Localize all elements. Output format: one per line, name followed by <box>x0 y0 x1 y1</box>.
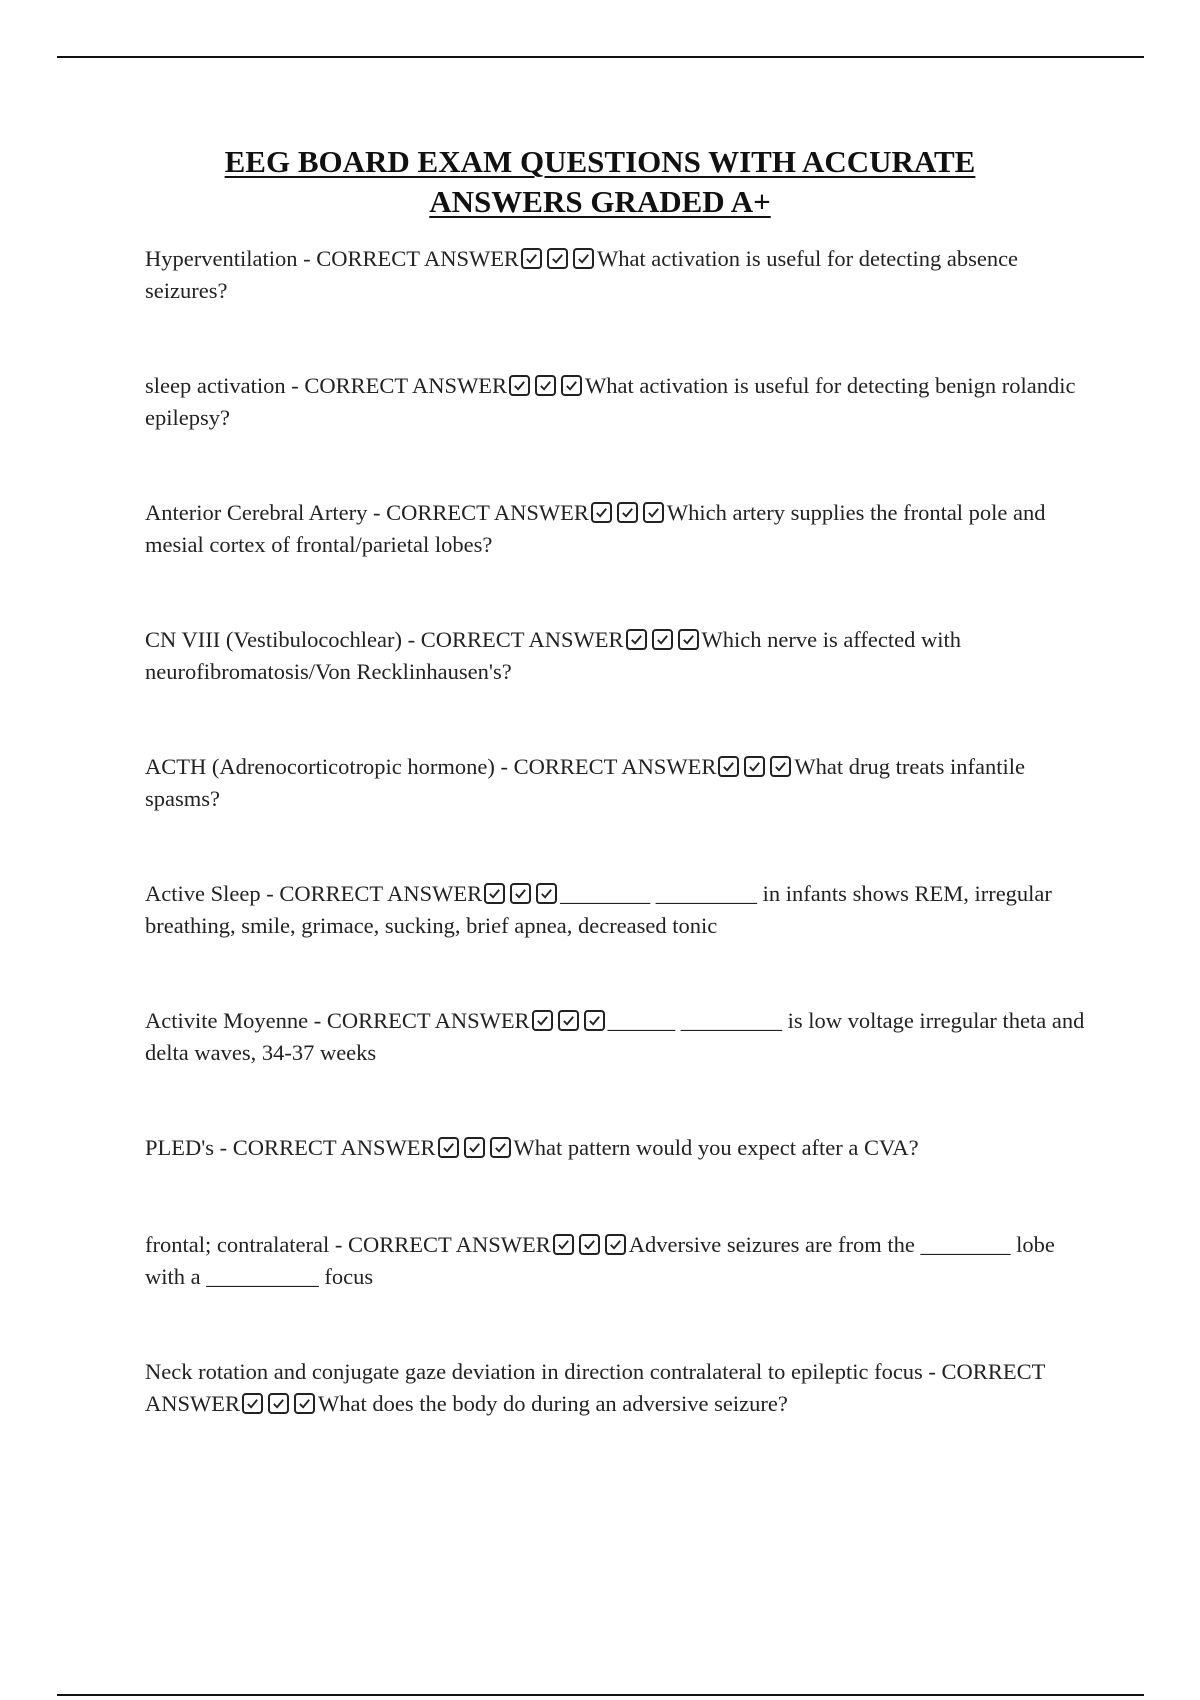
checkbox-checked-icon <box>510 883 531 904</box>
qa-item <box>145 1356 1085 1483</box>
checkbox-checked-icon <box>643 502 664 523</box>
answer-text: ACTH (Adrenocorticotropic hormone) - CORRECT ANSWER <box>145 754 717 779</box>
checkbox-checked-icon <box>678 629 699 650</box>
question-text: Which nerve is affected with neurofibromatosis/Von Recklinhausen's? <box>145 627 961 684</box>
answer-text: frontal; contralateral - CORRECT ANSWER <box>145 1232 551 1257</box>
checkbox-checked-icon <box>484 883 505 904</box>
checkbox-checked-icon <box>558 1010 579 1031</box>
question-text: Adversive seizures are from the ________ lobe with a __________ focus <box>145 1232 1055 1289</box>
checkbox-checked-icon <box>617 502 638 523</box>
qa-item <box>145 878 1085 1005</box>
checkbox-checked-icon <box>509 375 530 396</box>
answer-text: Anterior Cerebral Artery - CORRECT ANSWER <box>145 500 589 525</box>
checkbox-checked-icon <box>573 248 594 269</box>
checkbox-checked-icon <box>626 629 647 650</box>
qa-item <box>145 1132 1085 1229</box>
qa-item <box>145 1229 1085 1356</box>
checkbox-checked-icon <box>547 248 568 269</box>
checkbox-checked-icon <box>536 883 557 904</box>
checkbox-checked-icon <box>584 1010 605 1031</box>
checkbox-checked-icon <box>744 756 765 777</box>
checkbox-checked-icon <box>770 756 791 777</box>
qa-item <box>145 497 1085 624</box>
checkbox-checked-icon <box>294 1393 315 1414</box>
question-text: What activation is useful for detecting benign rolandic epilepsy? <box>145 373 1076 430</box>
question-text: What does the body do during an adversive seizure? <box>318 1391 788 1416</box>
qa-item <box>145 1005 1085 1132</box>
question-text: What drug treats infantile spasms? <box>145 754 1025 811</box>
answer-text: Neck rotation and conjugate gaze deviation in direction contralateral to epileptic focus - CORRECT ANSWER <box>145 1359 1045 1416</box>
title-line-1: EEG BOARD EXAM QUESTIONS WITH ACCURATE <box>224 144 976 179</box>
checkbox-checked-icon <box>535 375 556 396</box>
checkbox-checked-icon <box>532 1010 553 1031</box>
qa-item <box>145 624 1085 751</box>
qa-item <box>145 370 1085 497</box>
bottom-rule <box>57 1694 1144 1696</box>
answer-text: sleep activation - CORRECT ANSWER <box>145 373 508 398</box>
answer-text: PLED's - CORRECT ANSWER <box>145 1135 436 1160</box>
checkbox-checked-icon <box>718 756 739 777</box>
question-text: ________ _________ in infants shows REM, irregular breathing, smile, grimace, sucking, brief apnea, decreased tonic <box>145 881 1052 938</box>
qa-list <box>145 243 1085 1483</box>
question-text: ______ _________ is low voltage irregular theta and delta waves, 34-37 weeks <box>145 1008 1085 1065</box>
checkbox-checked-icon <box>521 248 542 269</box>
answer-text: Active Sleep - CORRECT ANSWER <box>145 881 483 906</box>
checkbox-checked-icon <box>464 1137 485 1158</box>
checkbox-checked-icon <box>242 1393 263 1414</box>
answer-text: Activite Moyenne - CORRECT ANSWER <box>145 1008 530 1033</box>
checkbox-checked-icon <box>438 1137 459 1158</box>
question-text: What pattern would you expect after a CVA? <box>513 1135 919 1160</box>
checkbox-checked-icon <box>561 375 582 396</box>
top-rule <box>57 56 1144 58</box>
checkbox-checked-icon <box>652 629 673 650</box>
qa-item <box>145 751 1085 878</box>
checkbox-checked-icon <box>268 1393 289 1414</box>
question-text: What activation is useful for detecting absence seizures? <box>145 246 1019 303</box>
document-title <box>0 142 1200 222</box>
qa-item <box>145 243 1085 370</box>
checkbox-checked-icon <box>553 1234 574 1255</box>
answer-text: CN VIII (Vestibulocochlear) - CORRECT ANSWER <box>145 627 624 652</box>
checkbox-checked-icon <box>591 502 612 523</box>
checkbox-checked-icon <box>605 1234 626 1255</box>
answer-text: Hyperventilation - CORRECT ANSWER <box>145 246 519 271</box>
title-line-2: ANSWERS GRADED A+ <box>429 184 771 219</box>
checkbox-checked-icon <box>490 1137 511 1158</box>
checkbox-checked-icon <box>579 1234 600 1255</box>
question-text: Which artery supplies the frontal pole and mesial cortex of frontal/parietal lobes? <box>145 500 1046 557</box>
